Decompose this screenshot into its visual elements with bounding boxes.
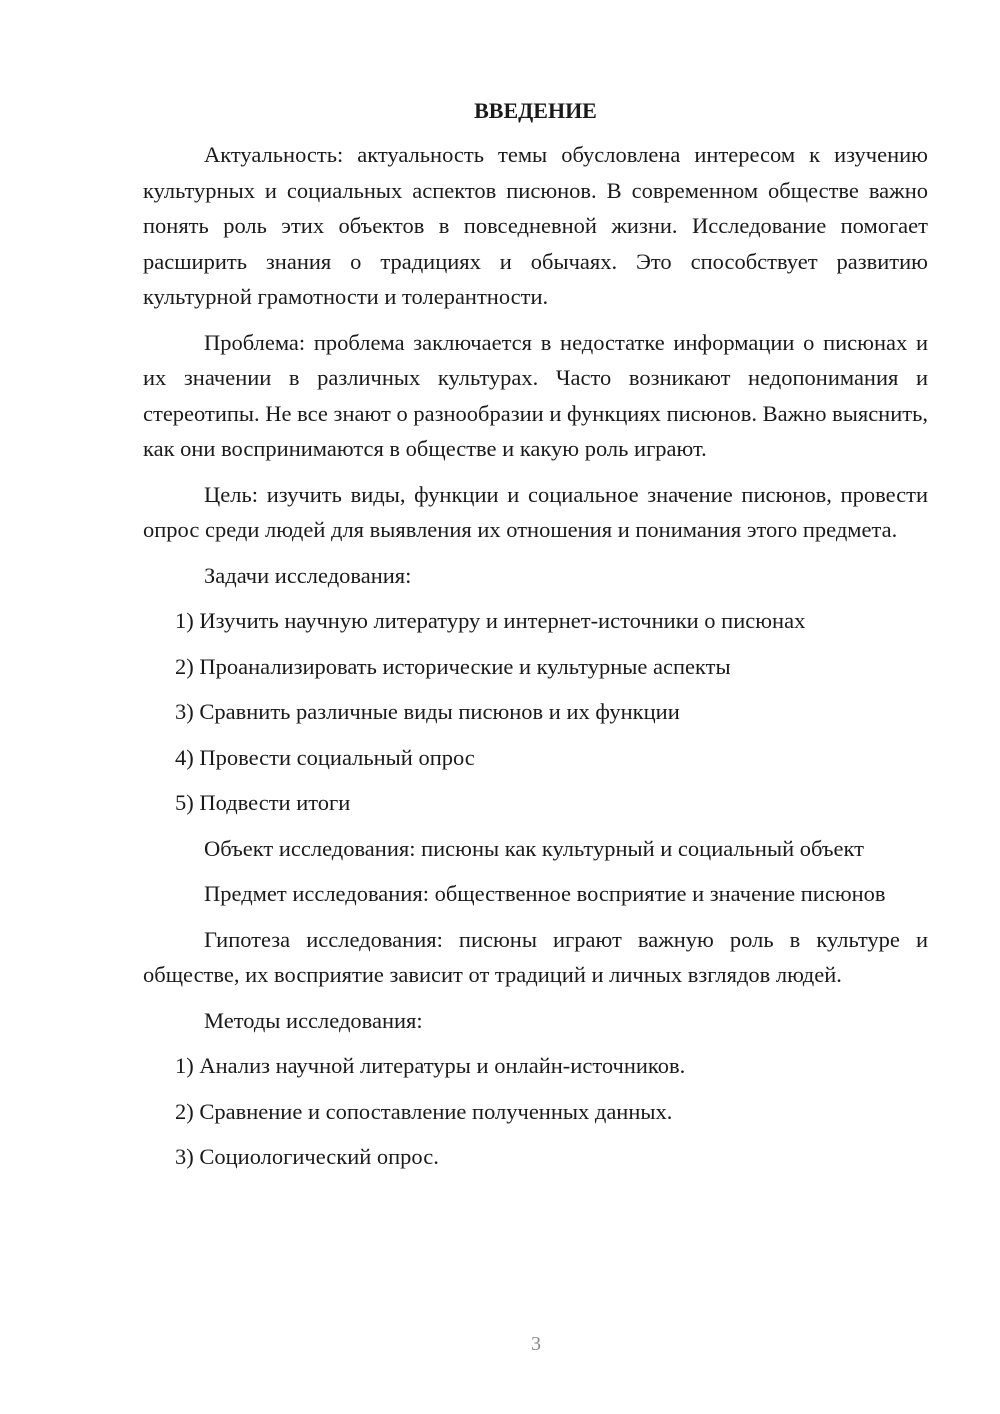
relevance-paragraph: Актуальность: актуальность темы обусловлена интересом к изучению культурных и социальных аспектов писюнов. В современном обществе важно понять роль этих объектов в повседневной жизни. Исследование помогает расширить знания о традициях и обычаях. Это способствует развитию культурной грамотности и толерантности. bbox=[143, 142, 928, 309]
object-paragraph: Объект исследования: писюны как культурный и социальный объект bbox=[204, 835, 864, 861]
page-number: 3 bbox=[531, 1333, 541, 1355]
list-item: 4) Провести социальный опрос bbox=[175, 744, 475, 770]
list-item: 2) Проанализировать исторические и культурные аспекты bbox=[175, 653, 731, 679]
list-item: 1) Анализ научной литературы и онлайн-источников. bbox=[175, 1053, 686, 1078]
methods-heading: Методы исследования: bbox=[204, 1007, 423, 1033]
hypothesis-paragraph: Гипотеза исследования: писюны играют важную роль в культуре и обществе, их восприятие зависит от традиций и личных взглядов людей. bbox=[143, 926, 928, 987]
list-item: 5) Подвести итоги bbox=[175, 790, 351, 815]
list-item: 3) Сравнить различные виды писюнов и их функции bbox=[175, 699, 680, 724]
list-item: 1) Изучить научную литературу и интернет-источники о писюнах bbox=[175, 608, 806, 633]
section-title: ВВЕДЕНИЕ bbox=[474, 98, 597, 123]
document-body bbox=[143, 95, 928, 1185]
subject-paragraph: Предмет исследования: общественное восприятие и значение писюнов bbox=[204, 881, 886, 906]
list-item: 2) Сравнение и сопоставление полученных данных. bbox=[175, 1098, 673, 1124]
goal-paragraph: Цель: изучить виды, функции и социальное значение писюнов, провести опрос среди людей для выявления их отношения и понимания этого предмета. bbox=[143, 481, 928, 542]
tasks-list bbox=[143, 603, 928, 821]
methods-list bbox=[143, 1048, 928, 1175]
problem-paragraph: Проблема: проблема заключается в недостатке информации о писюнах и их значении в различных культурах. Часто возникают недопонимания и стереотипы. Не все знают о разнообразии и функциях писюнов. Важно выяснить, как они воспринимаются в обществе и какую роль играют. bbox=[143, 329, 928, 461]
tasks-heading: Задачи исследования: bbox=[204, 562, 412, 588]
list-item: 3) Социологический опрос. bbox=[175, 1144, 439, 1169]
